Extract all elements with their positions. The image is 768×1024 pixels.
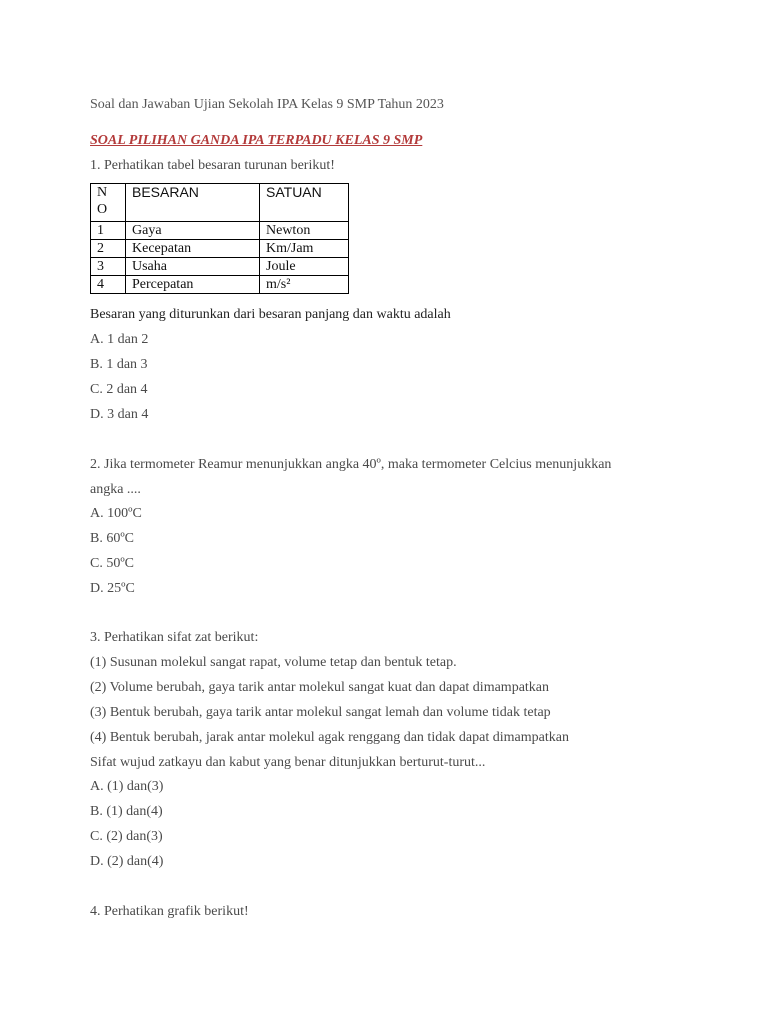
cell-besaran: Gaya (126, 222, 260, 240)
besaran-table (90, 183, 349, 294)
q3-option-a: A. (1) dan(3) (90, 779, 164, 794)
question-1-text: Besaran yang diturunkan dari besaran panjang dan waktu adalah (90, 307, 451, 322)
q1-option-c: C. 2 dan 4 (90, 382, 148, 397)
table-header-row (91, 184, 349, 222)
document-title: Soal dan Jawaban Ujian Sekolah IPA Kelas 9 SMP Tahun 2023 (90, 97, 444, 112)
cell-no: 3 (91, 258, 126, 276)
header-besaran: BESARAN (126, 184, 260, 222)
cell-satuan: m/s² (260, 276, 349, 294)
cell-satuan: Joule (260, 258, 349, 276)
question-2-line-1: 2. Jika termometer Reamur menunjukkan angka 40º, maka termometer Celcius menunjukkan (90, 457, 612, 472)
q1-option-d: D. 3 dan 4 (90, 407, 149, 422)
q3-statement-4: (4) Bentuk berubah, jarak antar molekul agak renggang dan tidak dapat dimampatkan (90, 730, 569, 745)
header-satuan: SATUAN (260, 184, 349, 222)
table-row (91, 222, 349, 240)
q2-option-c: C. 50ºC (90, 556, 135, 571)
cell-besaran: Kecepatan (126, 240, 260, 258)
section-heading: SOAL PILIHAN GANDA IPA TERPADU KELAS 9 SMP (90, 133, 423, 148)
cell-besaran: Percepatan (126, 276, 260, 294)
table-row (91, 258, 349, 276)
cell-no: 1 (91, 222, 126, 240)
q2-option-d: D. 25ºC (90, 581, 135, 596)
question-2-line-2: angka .... (90, 482, 141, 497)
q3-option-d: D. (2) dan(4) (90, 854, 164, 869)
cell-no: 2 (91, 240, 126, 258)
q3-statement-3: (3) Bentuk berubah, gaya tarik antar molekul sangat lemah dan volume tidak tetap (90, 705, 551, 720)
cell-besaran: Usaha (126, 258, 260, 276)
q2-option-a: A. 100ºC (90, 506, 142, 521)
q3-statement-1: (1) Susunan molekul sangat rapat, volume tetap dan bentuk tetap. (90, 655, 457, 670)
cell-no: 4 (91, 276, 126, 294)
question-3-prompt: 3. Perhatikan sifat zat berikut: (90, 630, 259, 645)
q2-option-b: B. 60ºC (90, 531, 135, 546)
question-1-prompt: 1. Perhatikan tabel besaran turunan berikut! (90, 158, 335, 173)
q3-statement-2: (2) Volume berubah, gaya tarik antar molekul sangat kuat dan dapat dimampatkan (90, 680, 550, 695)
q1-option-b: B. 1 dan 3 (90, 357, 148, 372)
table-row (91, 240, 349, 258)
q3-option-c: C. (2) dan(3) (90, 829, 163, 844)
table-row (91, 276, 349, 294)
question-3-text: Sifat wujud zatkayu dan kabut yang benar ditunjukkan berturut-turut... (90, 755, 486, 770)
cell-satuan: Km/Jam (260, 240, 349, 258)
q1-option-a: A. 1 dan 2 (90, 332, 149, 347)
question-4-prompt: 4. Perhatikan grafik berikut! (90, 904, 249, 919)
q3-option-b: B. (1) dan(4) (90, 804, 163, 819)
cell-satuan: Newton (260, 222, 349, 240)
header-no: N O (91, 184, 126, 222)
